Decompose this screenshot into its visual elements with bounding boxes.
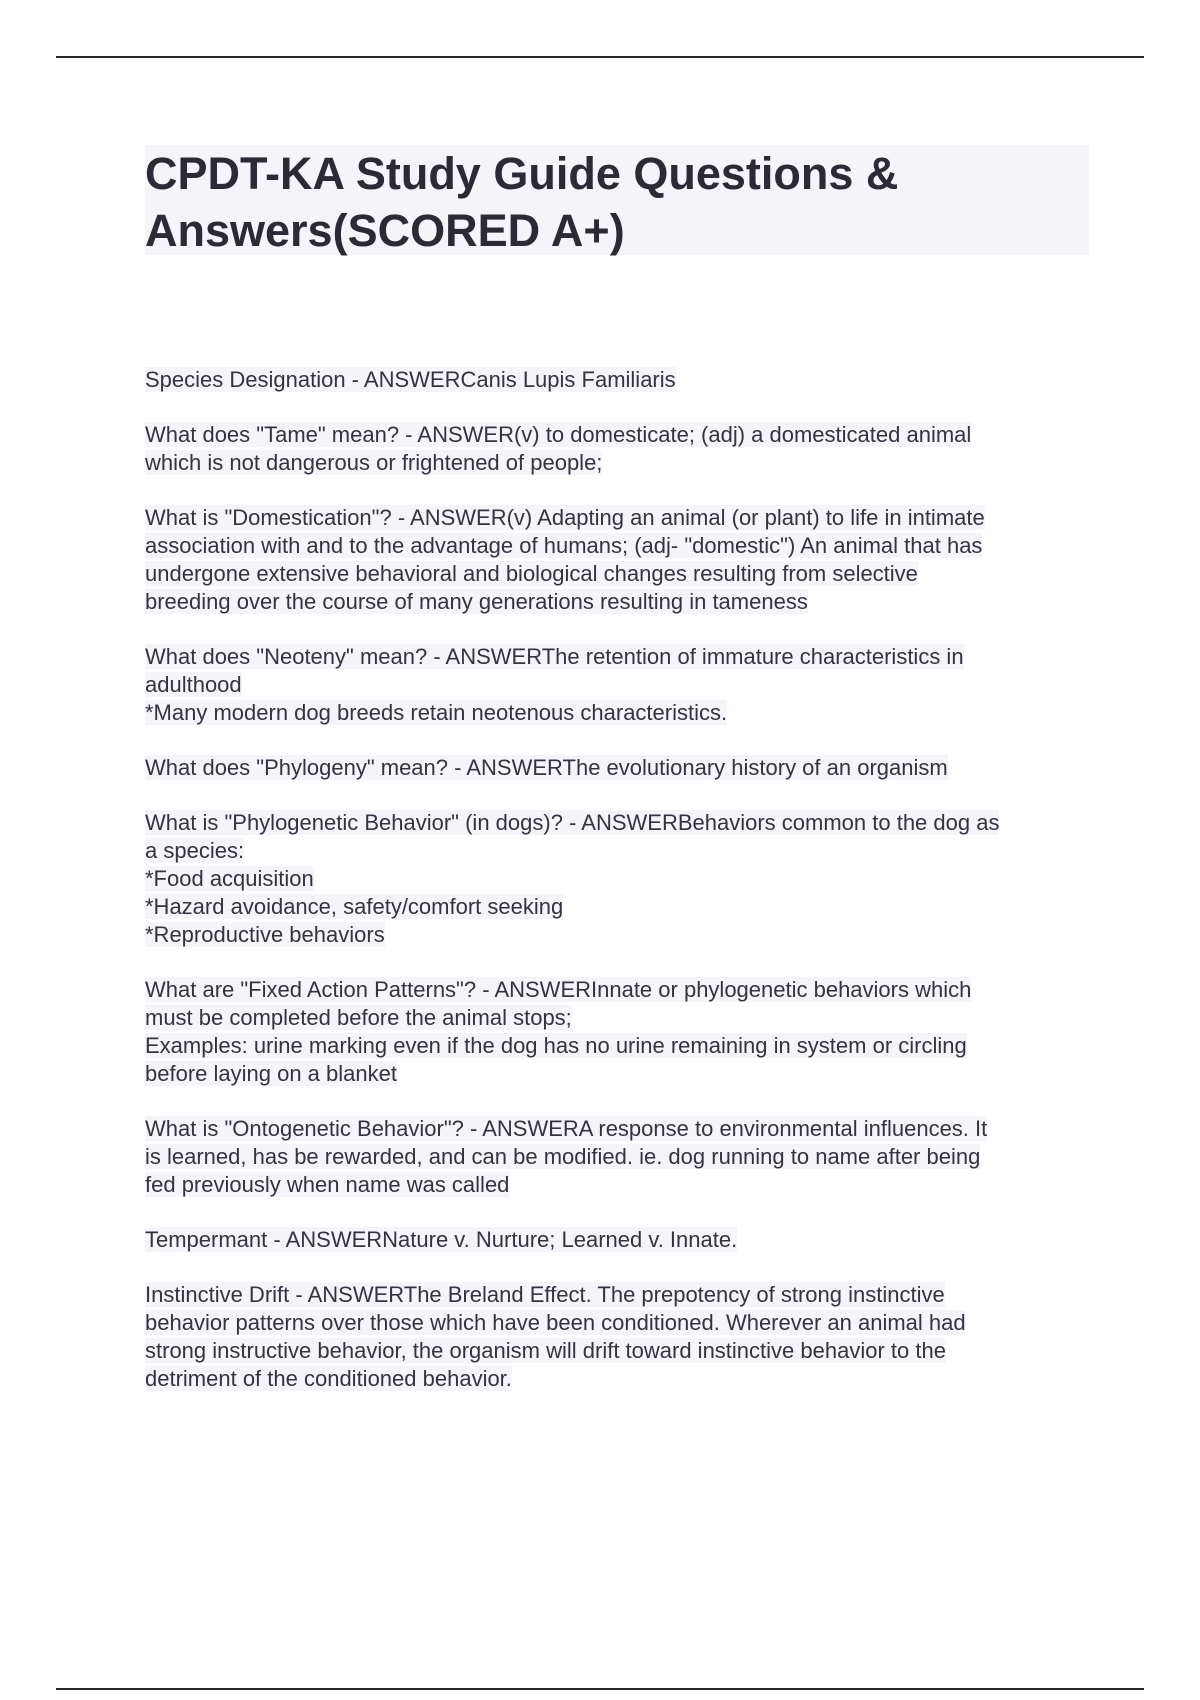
qa-text: What does "Tame" mean? - ANSWER(v) to domesticate; (adj) a domesticated animal which is not dangerous or frightened of people; <box>145 422 972 475</box>
qa-text: Tempermant - ANSWERNature v. Nurture; Learned v. Innate. <box>145 1227 738 1252</box>
qa-entry <box>145 754 1089 782</box>
qa-list <box>145 366 1089 1420</box>
qa-text: What is "Domestication"? - ANSWER(v) Adapting an animal (or plant) to life in intimate association with and to the advantage of humans; (adj- "domestic") An animal that has undergone extensive behavioral and biological changes resulting from selective breeding over the course of many generations resulting in tameness <box>145 505 985 614</box>
qa-entry <box>145 1226 1089 1254</box>
qa-entry <box>145 421 1089 477</box>
qa-entry <box>145 1115 1089 1199</box>
title-block <box>145 145 1089 255</box>
qa-text: Species Designation - ANSWERCanis Lupis Familiaris <box>145 367 676 392</box>
top-rule <box>56 56 1144 58</box>
qa-text: What is "Ontogenetic Behavior"? - ANSWERA response to environmental influences. It is learned, has be rewarded, and can be modified. ie. dog running to name after being fed previously when name was called <box>145 1116 988 1197</box>
qa-entry <box>145 504 1089 616</box>
qa-entry <box>145 976 1089 1088</box>
bottom-rule <box>56 1688 1144 1690</box>
qa-text: What are "Fixed Action Patterns"? - ANSWERInnate or phylogenetic behaviors which must be completed before the animal stops; Examples: urine marking even if the dog has no urine remaining in system or circling before laying on a blanket <box>145 977 972 1086</box>
qa-entry <box>145 366 1089 394</box>
qa-text: What does "Neoteny" mean? - ANSWERThe retention of immature characteristics in adulthood *Many modern dog breeds retain neotenous characteristics. <box>145 644 964 725</box>
qa-entry <box>145 809 1089 949</box>
qa-text: What does "Phylogeny" mean? - ANSWERThe evolutionary history of an organism <box>145 755 948 780</box>
qa-entry <box>145 643 1089 727</box>
qa-entry <box>145 1281 1089 1393</box>
document-title: CPDT-KA Study Guide Questions & Answers(SCORED A+) <box>145 148 899 256</box>
qa-text: What is "Phylogenetic Behavior" (in dogs)? - ANSWERBehaviors common to the dog as a species: *Food acquisition *Hazard avoidance, safety/comfort seeking *Reproductive behaviors <box>145 810 1000 947</box>
qa-text: Instinctive Drift - ANSWERThe Breland Effect. The prepotency of strong instinctive behavior patterns over those which have been conditioned. Wherever an animal had strong instructive behavior, the organism will drift toward instinctive behavior to the detriment of the conditioned behavior. <box>145 1282 966 1391</box>
